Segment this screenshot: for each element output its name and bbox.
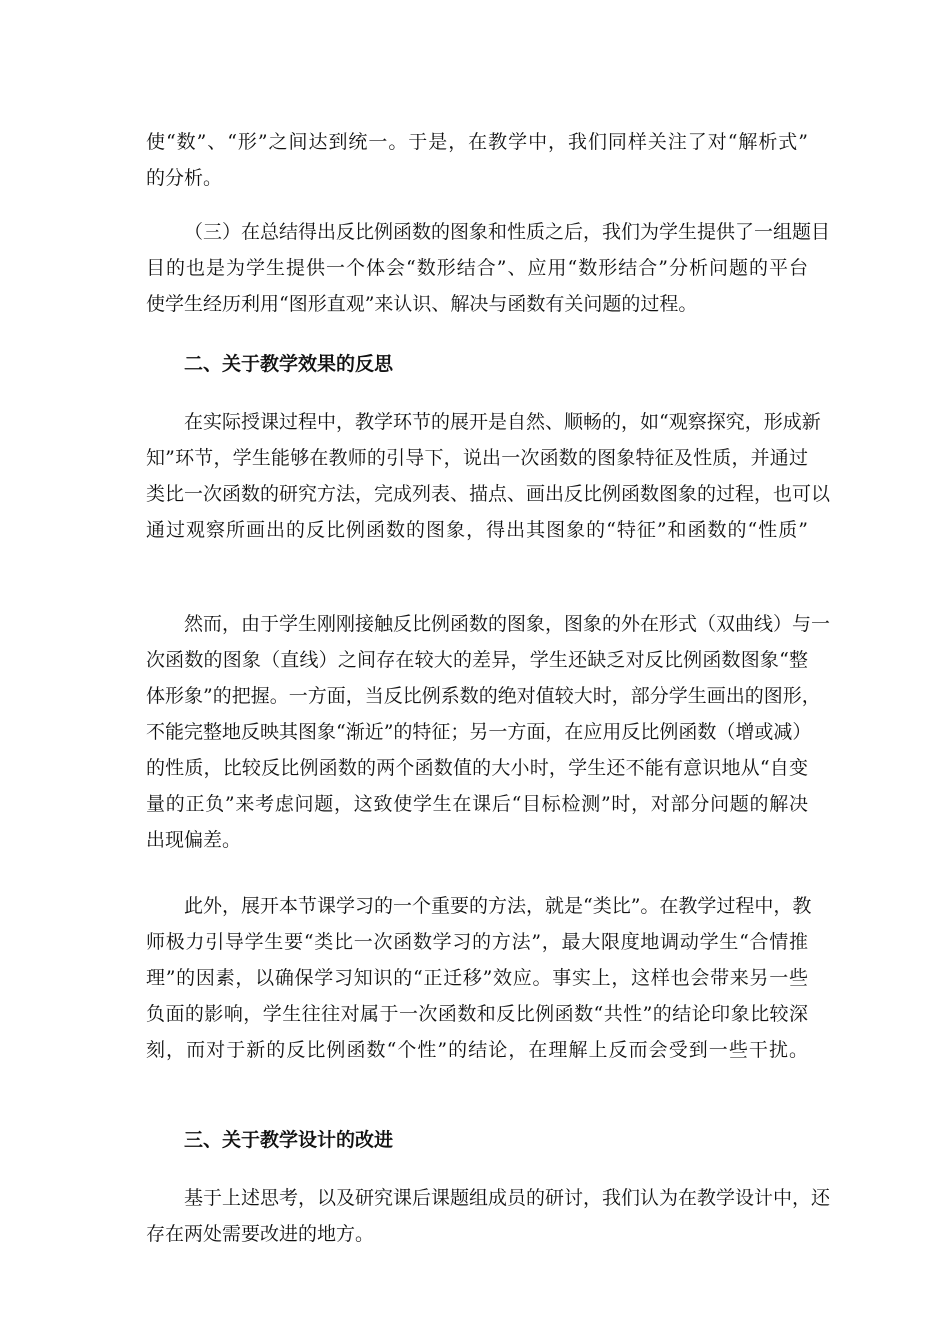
text-line: 然而，由于学生刚刚接触反比例函数的图象，图象的外在形式（双曲线）与一 (184, 613, 831, 635)
text-line: 使学生经历利用“图形直观”来认识、解决与函数有关问题的过程。 (146, 293, 698, 315)
text-line: 使“数”、“形”之间达到统一。于是，在教学中，我们同样关注了对“解析式” (146, 131, 808, 153)
text-line: 知”环节，学生能够在教师的引导下，说出一次函数的图象特征及性质，并通过 (146, 447, 808, 469)
paragraph-4 (146, 606, 831, 858)
paragraph-3 (146, 404, 831, 548)
text-line: 不能完整地反映其图象“渐近”的特征；另一方面，在应用反比例函数（增或减） (146, 721, 812, 743)
text-line: 存在两处需要改进的地方。 (146, 1223, 375, 1245)
section-heading-3: 三、关于教学设计的改进 (184, 1129, 394, 1151)
text-line: 理”的因素，以确保学习知识的“正迁移”效应。事实上，这样也会带来另一些 (146, 967, 808, 989)
paragraph-1 (146, 124, 808, 196)
text-line: 量的正负”来考虑问题，这致使学生在课后“目标检测”时，对部分问题的解决 (146, 793, 808, 815)
text-line: 体形象”的把握。一方面，当反比例系数的绝对值较大时，部分学生画出的图形， (146, 685, 821, 707)
text-line: 出现偏差。 (146, 829, 242, 851)
paragraph-2 (146, 214, 831, 322)
paragraph-6 (146, 1180, 831, 1252)
text-line: 基于上述思考，以及研究课后课题组成员的研讨，我们认为在教学设计中，还 (184, 1187, 831, 1209)
text-line: 通过观察所画出的反比例函数的图象，得出其图象的“特征”和函数的“性质” (146, 519, 808, 541)
text-line: 类比一次函数的研究方法，完成列表、描点、画出反比例函数图象的过程，也可以 (146, 483, 831, 505)
text-line: 在实际授课过程中，教学环节的展开是自然、顺畅的，如“观察探究，形成新 (184, 411, 821, 433)
text-line: 刻，而对于新的反比例函数“个性”的结论，在理解上反而会受到一些干扰。 (146, 1039, 808, 1061)
text-line: 的分析。 (146, 167, 223, 189)
text-line: 目的也是为学生提供一个体会“数形结合”、应用“数形结合”分析问题的平台 (146, 257, 808, 279)
text-line: 师极力引导学生要“类比一次函数学习的方法”，最大限度地调动学生“合情推 (146, 931, 808, 953)
section-heading-2: 二、关于教学效果的反思 (184, 353, 394, 375)
text-line: 此外，展开本节课学习的一个重要的方法，就是“类比”。在教学过程中，教 (184, 895, 812, 917)
text-line: 的性质，比较反比例函数的两个函数值的大小时，学生还不能有意识地从“自变 (146, 757, 808, 779)
text-line: 次函数的图象（直线）之间存在较大的差异，学生还缺乏对反比例函数图象“整 (146, 649, 808, 671)
text-line: 负面的影响，学生往往对属于一次函数和反比例函数“共性”的结论印象比较深 (146, 1003, 808, 1025)
paragraph-5 (146, 888, 812, 1068)
text-line: （三）在总结得出反比例函数的图象和性质之后，我们为学生提供了一组题目 (184, 221, 831, 243)
